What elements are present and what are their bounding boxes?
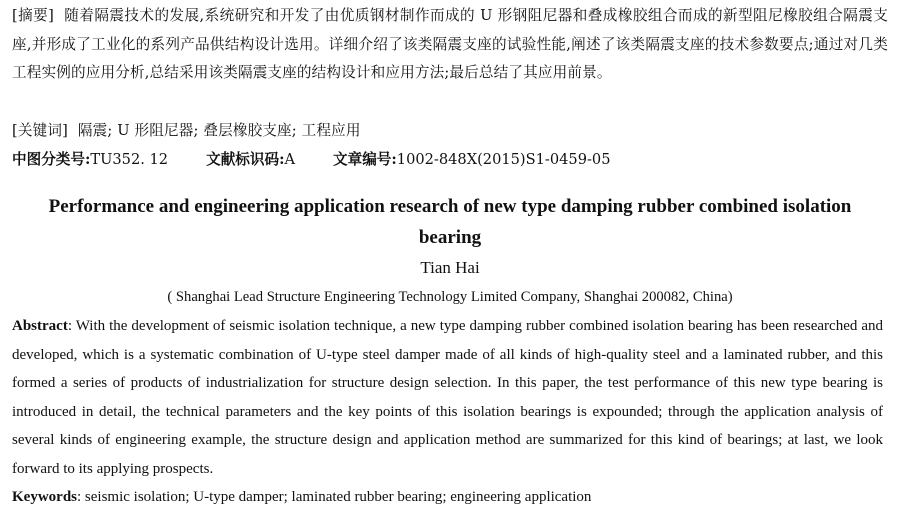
chinese-keywords-label: [关键词] <box>12 122 68 139</box>
doc-code-value: A <box>284 151 296 168</box>
english-keywords <box>12 483 888 511</box>
english-keywords-separator: : <box>77 489 82 505</box>
english-abstract-label: Abstract <box>12 318 68 334</box>
author-name: Tian Hai <box>420 258 480 277</box>
chinese-abstract <box>12 2 888 88</box>
english-abstract-separator: : <box>67 318 72 334</box>
english-abstract-text: With the development of seismic isolation technique, a new type damping rubber combined isolation bearing has been researched and developed, which is a systematic combination of U-type steel damper made of all kinds of high-quality steel and a laminated rubber, and this formed a series of products of industrialization for structure design selection. In this paper, the test performance of this new type bearing is introduced in detail, the technical parameters and the key points of this isolation bearings is expounded; through the application analysis of several kinds of engineering example, the structure design and application method are summarized for this kind of bearings; at last, we look forward to its applying prospects. <box>12 318 883 477</box>
article-no-label: 文章编号: <box>333 151 397 168</box>
chinese-abstract-text: 随着隔震技术的发展,系统研究和开发了由优质钢材制作而成的 U 形钢阻尼器和叠成橡胶组合而成的新型阻尼橡胶组合隔震支座,并形成了工业化的系列产品供结构设计选用。详细介绍了该类隔震支座的试验性能,阐述了该类隔震支座的技术参数要点;通过对几类工程实例的应用分析,总结采用该类隔震支座的结构设计和应用方法;最后总结了其应用前景。 <box>12 7 888 81</box>
english-keywords-label: Keywords <box>12 489 77 505</box>
english-keywords-text: seismic isolation; U-type damper; laminated rubber bearing; engineering application <box>84 489 592 505</box>
clc-value: TU352. 12 <box>90 151 169 168</box>
author-affiliation: ( Shanghai Lead Structure Engineering Technology Limited Company, Shanghai 200082, China) <box>167 289 733 305</box>
chinese-abstract-label: [摘要] <box>12 7 55 24</box>
clc-label: 中图分类号: <box>12 151 91 168</box>
classification-line <box>12 146 888 174</box>
chinese-keywords-text: 隔震; U 形阻尼器; 叠层橡胶支座; 工程应用 <box>77 122 361 139</box>
doc-code-label: 文献标识码: <box>206 151 285 168</box>
article-no-value: 1002-848X(2015)S1-0459-05 <box>396 151 611 168</box>
english-abstract <box>12 312 883 484</box>
chinese-keywords <box>12 117 888 146</box>
english-title: Performance and engineering application research of new type damping rubber combined isolation bearing <box>48 196 852 248</box>
